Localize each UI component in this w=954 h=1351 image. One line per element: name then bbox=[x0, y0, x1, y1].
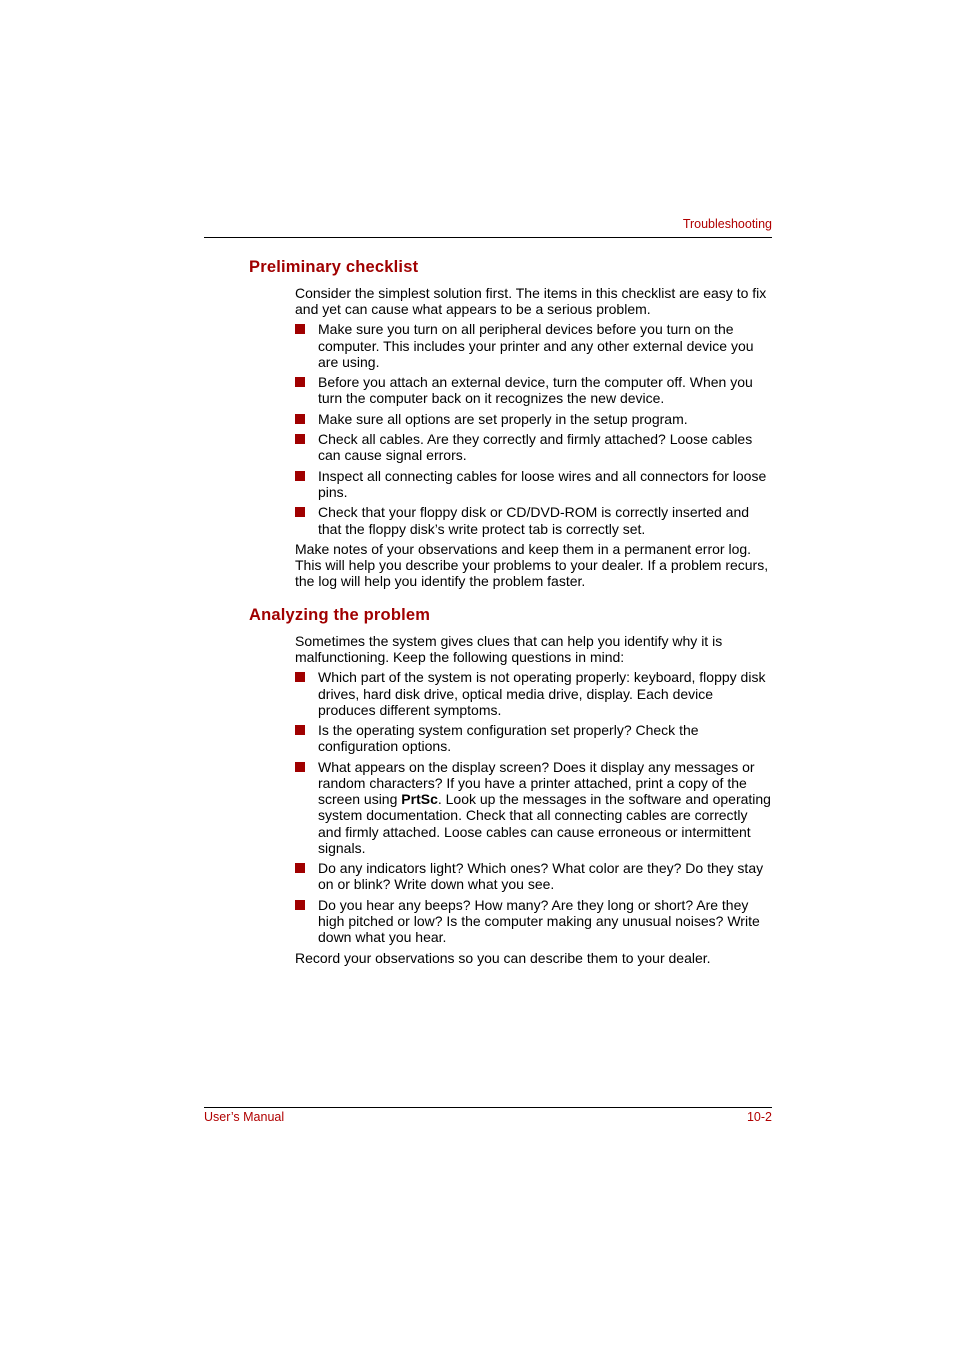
list-item: Do you hear any beeps? How many? Are they long or short? Are they high pitched or low? Is the computer making any unusual noises? Write down what you hear. bbox=[295, 897, 773, 946]
square-bullet-icon bbox=[295, 725, 305, 735]
list-item: Check that your floppy disk or CD/DVD-ROM is correctly inserted and that the floppy disk’s write protect tab is correctly set. bbox=[295, 504, 773, 536]
question-list bbox=[295, 669, 773, 945]
section-heading-preliminary-checklist: Preliminary checklist bbox=[249, 258, 419, 276]
chapter-title: Troubleshooting bbox=[682, 217, 772, 231]
square-bullet-icon bbox=[295, 377, 305, 387]
square-bullet-icon bbox=[295, 672, 305, 682]
list-item: Check all cables. Are they correctly and firmly attached? Loose cables can cause signal errors. bbox=[295, 431, 773, 463]
list-item: Before you attach an external device, turn the computer off. When you turn the computer back on it recognizes the new device. bbox=[295, 374, 773, 406]
outro-paragraph: Make notes of your observations and keep them in a permanent error log. This will help you describe your problems to your dealer. If a problem recurs, the log will help you identify the problem faster. bbox=[295, 540, 769, 590]
outro-paragraph: Record your observations so you can describe them to your dealer. bbox=[295, 949, 711, 966]
square-bullet-icon bbox=[295, 414, 305, 424]
checklist bbox=[295, 321, 773, 536]
square-bullet-icon bbox=[295, 434, 305, 444]
list-item: Make sure you turn on all peripheral devices before you turn on the computer. This includes your printer and any other external device you are using. bbox=[295, 321, 773, 370]
list-item: What appears on the display screen? Does it display any messages or random characters? If you have a printer attached, print a copy of the screen using PrtSc. Look up the messages in the software and operating system documentation. Check that all connecting cables are correctly and firmly attached. Loose cables can cause erroneous or intermittent signals. bbox=[295, 759, 773, 856]
list-item: Is the operating system configuration set properly? Check the configuration options. bbox=[295, 722, 773, 754]
list-item: Do any indicators light? Which ones? What color are they? Do they stay on or blink? Write down what you see. bbox=[295, 860, 773, 892]
list-item: Inspect all connecting cables for loose wires and all connectors for loose pins. bbox=[295, 468, 773, 500]
square-bullet-icon bbox=[295, 471, 305, 481]
list-item: Make sure all options are set properly in the setup program. bbox=[295, 411, 773, 427]
intro-paragraph: Consider the simplest solution first. The items in this checklist are easy to fix and yet can cause what appears to be a serious problem. bbox=[295, 285, 767, 318]
manual-title: User’s Manual bbox=[204, 1110, 285, 1124]
square-bullet-icon bbox=[295, 762, 305, 772]
intro-paragraph: Sometimes the system gives clues that can help you identify why it is malfunctioning. Keep the following questions in mind: bbox=[295, 633, 723, 666]
square-bullet-icon bbox=[295, 324, 305, 334]
square-bullet-icon bbox=[295, 507, 305, 517]
key-name-prtsc: PrtSc bbox=[401, 791, 438, 808]
list-item: Which part of the system is not operating properly: keyboard, floppy disk drives, hard disk drive, optical media drive, display. Each device produces different symptoms. bbox=[295, 669, 773, 718]
header-rule bbox=[204, 237, 772, 238]
section-body-preliminary-checklist bbox=[295, 285, 773, 590]
page-number: 10-2 bbox=[746, 1110, 772, 1124]
square-bullet-icon bbox=[295, 900, 305, 910]
section-heading-analyzing-the-problem: Analyzing the problem bbox=[249, 606, 431, 624]
section-body-analyzing-the-problem bbox=[295, 633, 773, 966]
square-bullet-icon bbox=[295, 863, 305, 873]
footer-rule bbox=[204, 1107, 772, 1108]
